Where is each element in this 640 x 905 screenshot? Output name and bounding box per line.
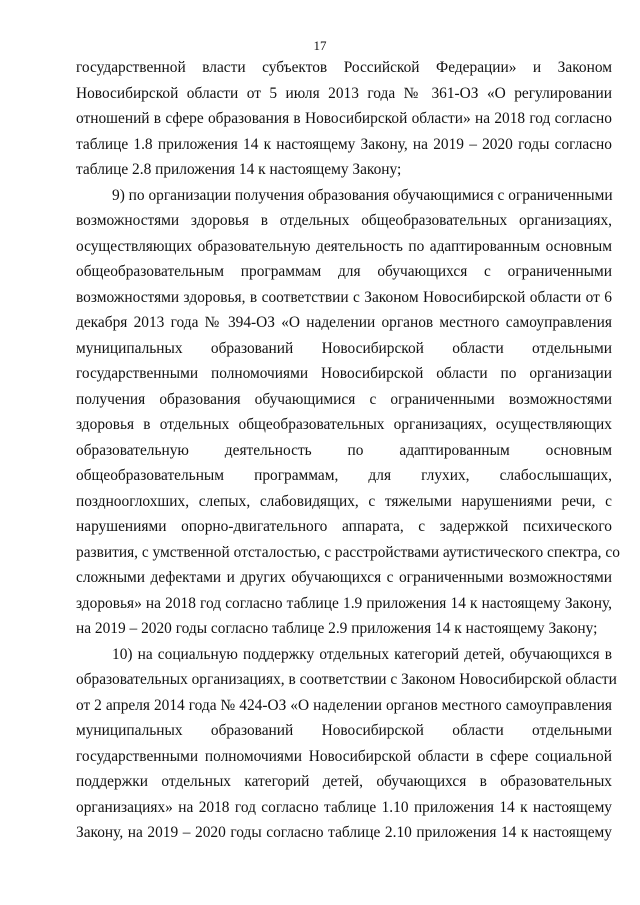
text-line: таблице 1.8 приложения 14 к настоящему Закону, на 2019 – 2020 годы согласно xyxy=(76,135,612,153)
text-line: получения образования обучающимися с ограниченными возможностями xyxy=(76,390,612,408)
text-line: организациях» на 2018 год согласно таблице 1.10 приложения 14 к настоящему xyxy=(76,798,612,816)
text-line: здоровья» на 2018 год согласно таблице 1.9 приложения 14 к настоящему Закону, xyxy=(76,594,612,612)
text-line: общеобразовательным программам для обучающихся с ограниченными xyxy=(76,263,612,280)
text-line: здоровья в отдельных общеобразовательных организациях, осуществляющих xyxy=(76,416,612,433)
text-line: таблице 2.8 приложения 14 к настоящему Закону; xyxy=(76,161,402,178)
text-line: Новосибирской области от 5 июля 2013 года № 361-ОЗ «О регулировании xyxy=(76,84,612,102)
text-line: возможностями здоровья в отдельных общеобразовательных организациях, xyxy=(76,212,612,229)
page-number: 17 xyxy=(313,38,327,53)
text-line: сложными дефектами и других обучающихся с ограниченными возможностями xyxy=(76,569,612,586)
text-line: 10) на социальную поддержку отдельных категорий детей, обучающихся в xyxy=(112,645,612,663)
text-line: государственными полномочиями Новосибирской области в сфере социальной xyxy=(76,747,612,765)
text-line: образовательную деятельность по адаптированным основным xyxy=(76,441,612,459)
text-line: муниципальных образований Новосибирской области отдельными xyxy=(76,339,612,357)
text-line: возможностями здоровья, в соответствии с Законом Новосибирской области от 6 xyxy=(76,288,612,306)
text-line: поддержки отдельных категорий детей, обучающихся в образовательных xyxy=(76,773,612,790)
text-line: осуществляющих образовательную деятельность по адаптированным основным xyxy=(76,237,612,255)
text-line: муниципальных образований Новосибирской области отдельными xyxy=(76,722,612,739)
text-line: декабря 2013 года № 394-ОЗ «О наделении органов местного самоуправления xyxy=(76,314,612,331)
text-line: позднооглохших, слепых, слабовидящих, с тяжелыми нарушениями речи, с xyxy=(76,492,612,510)
text-line: от 2 апреля 2014 года № 424-ОЗ «О наделении органов местного самоуправления xyxy=(76,696,612,714)
text-line: нарушениями опорно-двигательного аппарата, с задержкой психического xyxy=(76,518,612,535)
text-line: отношений в сфере образования в Новосибирской области» на 2018 год согласно xyxy=(76,110,612,127)
text-line: образовательных организациях, в соответствии с Законом Новосибирской области xyxy=(76,671,617,688)
text-line: Закону, на 2019 – 2020 годы согласно таблице 2.10 приложения 14 к настоящему xyxy=(76,824,612,841)
text-line: на 2019 – 2020 годы согласно таблице 2.9 приложения 14 к настоящему Закону; xyxy=(76,620,598,637)
text-line: общеобразовательным программам, для глухих, слабослышащих, xyxy=(76,467,612,484)
text-line: развития, с умственной отсталостью, с расстройствами аутистического спектра, со xyxy=(76,543,620,561)
text-line: государственными полномочиями Новосибирской области по организации xyxy=(76,365,612,382)
text-line: 9) по организации получения образования обучающимися с ограниченными xyxy=(112,186,613,204)
text-line: государственной власти субъектов Российской Федерации» и Законом xyxy=(76,59,612,76)
body-text xyxy=(76,55,620,846)
